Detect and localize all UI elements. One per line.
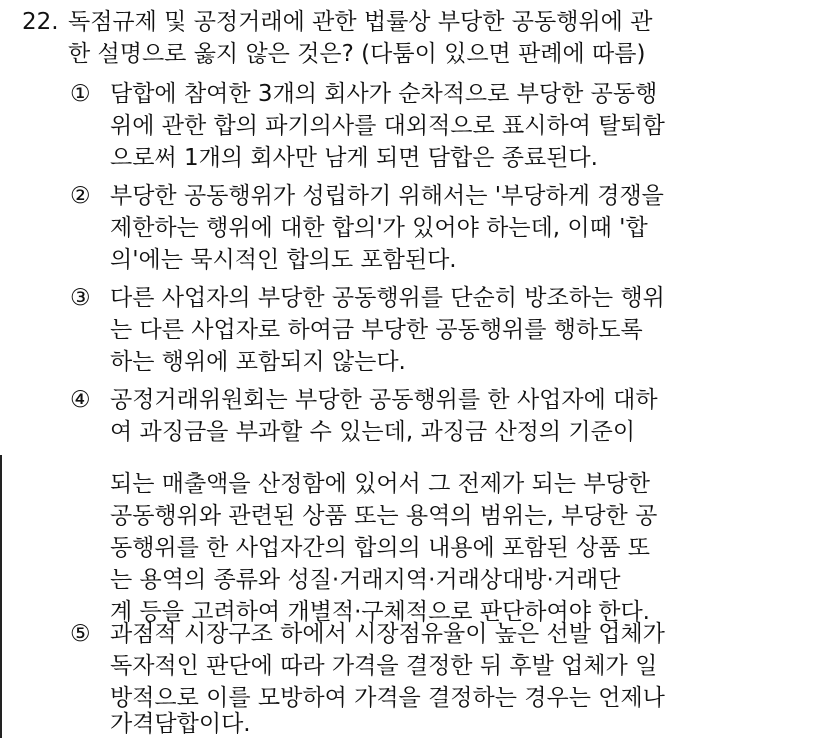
option-4-line: 여 과징금을 부과할 수 있는데, 과징금 산정의 기준이	[110, 419, 636, 445]
option-2-line: 제한하는 행위에 대한 합의'가 있어야 하는데, 이때 '합	[110, 215, 648, 241]
question-number: 22.	[22, 9, 59, 35]
option-2-line: 의'에는 묵시적인 합의도 포함된다.	[110, 247, 457, 273]
option-4-line: 되는 매출액을 산정함에 있어서 그 전제가 되는 부당한	[110, 471, 650, 497]
option-5-line: 가격담합이다.	[110, 711, 251, 737]
option-4-line: 공정거래위원회는 부당한 공동행위를 한 사업자에 대하	[110, 387, 658, 413]
option-5-line: 독자적인 판단에 따라 가격을 결정한 뒤 후발 업체가 일	[110, 653, 658, 679]
column-divider	[0, 455, 2, 738]
option-4-line: 는 용역의 종류와 성질·거래지역·거래상대방·거래단	[110, 567, 621, 593]
option-3-line: 하는 행위에 포함되지 않는다.	[110, 349, 406, 375]
option-4-line: 공동행위와 관련된 상품 또는 용역의 범위는, 부당한 공	[110, 503, 658, 529]
question-text-line: 독점규제 및 공정거래에 관한 법률상 부당한 공동행위에 관	[68, 9, 653, 35]
option-5-line: 과점적 시장구조 하에서 시장점유율이 높은 선발 업체가	[110, 621, 665, 647]
option-3-line: 다른 사업자의 부당한 공동행위를 단순히 방조하는 행위	[110, 285, 665, 311]
option-5-line: 방적으로 이를 모방하여 가격을 결정하는 경우는 언제나	[110, 685, 665, 711]
option-1-line: 담합에 참여한 3개의 회사가 순차적으로 부당한 공동행	[110, 81, 658, 107]
option-1-line: 으로써 1개의 회사만 남게 되면 담합은 종료된다.	[110, 145, 598, 171]
option-4-line: 계 등을 고려하여 개별적·구체적으로 판단하여야 한다.	[110, 599, 650, 625]
option-1-line: 위에 관한 합의 파기의사를 대외적으로 표시하여 탈퇴함	[110, 113, 665, 139]
option-4-line: 동행위를 한 사업자간의 합의의 내용에 포함된 상품 또	[110, 535, 650, 561]
option-4-marker: ④	[70, 387, 91, 413]
option-1-marker: ①	[70, 81, 91, 107]
option-5-marker: ⑤	[70, 621, 91, 647]
question-text-line: 한 설명으로 옳지 않은 것은? (다툼이 있으면 판례에 따름)	[68, 41, 646, 67]
option-3-marker: ③	[70, 285, 91, 311]
option-3-line: 는 다른 사업자로 하여금 부당한 공동행위를 행하도록	[110, 317, 643, 343]
option-2-marker: ②	[70, 183, 91, 209]
option-2-line: 부당한 공동행위가 성립하기 위해서는 '부당하게 경쟁을	[110, 183, 664, 209]
